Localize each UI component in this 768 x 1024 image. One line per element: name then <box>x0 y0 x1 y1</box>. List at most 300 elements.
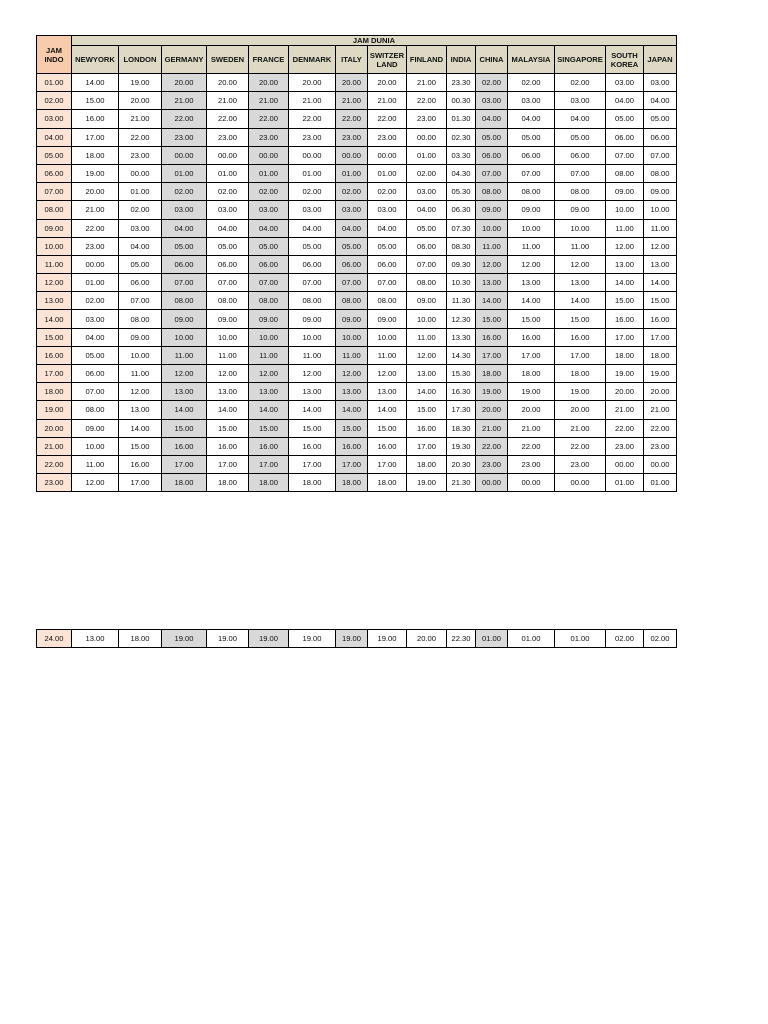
time-cell-switzer-land: 14.00 <box>368 401 407 419</box>
time-cell-newyork: 07.00 <box>72 383 119 401</box>
time-cell-china: 16.00 <box>476 328 508 346</box>
time-cell-sweden: 20.00 <box>207 74 249 92</box>
time-cell-japan: 01.00 <box>644 474 677 492</box>
time-cell-london: 11.00 <box>119 365 162 383</box>
time-cell-singapore: 14.00 <box>555 292 606 310</box>
column-header-germany: GERMANY <box>162 46 207 74</box>
time-cell-japan: 03.00 <box>644 74 677 92</box>
time-cell-india: 07.30 <box>447 219 476 237</box>
time-cell-france: 16.00 <box>249 437 289 455</box>
time-cell-denmark: 18.00 <box>289 474 336 492</box>
time-cell-london: 19.00 <box>119 74 162 92</box>
time-cell-switzer-land: 13.00 <box>368 383 407 401</box>
column-header-singapore: SINGAPORE <box>555 46 606 74</box>
jam-indo-cell: 22.00 <box>37 455 72 473</box>
time-cell-china: 13.00 <box>476 274 508 292</box>
time-cell-india: 15.30 <box>447 365 476 383</box>
time-cell-china: 09.00 <box>476 201 508 219</box>
time-cell-france: 06.00 <box>249 255 289 273</box>
jam-indo-cell: 05.00 <box>37 146 72 164</box>
time-cell-denmark: 17.00 <box>289 455 336 473</box>
time-row <box>37 128 677 146</box>
jam-indo-cell: 21.00 <box>37 437 72 455</box>
column-header-south-korea: SOUTH KOREA <box>606 46 644 74</box>
time-row <box>37 274 677 292</box>
time-cell-china: 14.00 <box>476 292 508 310</box>
jam-indo-cell: 20.00 <box>37 419 72 437</box>
time-cell-china: 19.00 <box>476 383 508 401</box>
time-cell-france: 14.00 <box>249 401 289 419</box>
jam-indo-cell: 12.00 <box>37 274 72 292</box>
time-cell-france: 15.00 <box>249 419 289 437</box>
jam-indo-cell: 16.00 <box>37 346 72 364</box>
time-cell-south-korea: 02.00 <box>606 630 644 648</box>
time-cell-south-korea: 13.00 <box>606 255 644 273</box>
time-cell-india: 19.30 <box>447 437 476 455</box>
time-cell-italy: 01.00 <box>336 164 368 182</box>
time-row <box>37 74 677 92</box>
time-cell-denmark: 11.00 <box>289 346 336 364</box>
time-cell-china: 20.00 <box>476 401 508 419</box>
jam-indo-cell: 07.00 <box>37 183 72 201</box>
time-cell-india: 21.30 <box>447 474 476 492</box>
world-time-table <box>36 35 677 492</box>
time-cell-italy: 13.00 <box>336 383 368 401</box>
time-cell-singapore: 21.00 <box>555 419 606 437</box>
time-cell-newyork: 06.00 <box>72 365 119 383</box>
time-cell-sweden: 12.00 <box>207 365 249 383</box>
time-cell-japan: 11.00 <box>644 219 677 237</box>
time-cell-switzer-land: 06.00 <box>368 255 407 273</box>
time-cell-malaysia: 22.00 <box>508 437 555 455</box>
time-cell-london: 23.00 <box>119 146 162 164</box>
time-row <box>37 255 677 273</box>
time-cell-finland: 22.00 <box>407 92 447 110</box>
time-cell-finland: 23.00 <box>407 110 447 128</box>
time-cell-denmark: 19.00 <box>289 630 336 648</box>
time-cell-south-korea: 18.00 <box>606 346 644 364</box>
time-cell-china: 18.00 <box>476 365 508 383</box>
time-cell-newyork: 13.00 <box>72 630 119 648</box>
time-cell-denmark: 10.00 <box>289 328 336 346</box>
jam-dunia-banner: JAM DUNIA <box>72 36 677 46</box>
time-cell-india: 23.30 <box>447 74 476 92</box>
time-cell-singapore: 19.00 <box>555 383 606 401</box>
jam-indo-cell: 02.00 <box>37 92 72 110</box>
time-cell-india: 04.30 <box>447 164 476 182</box>
time-cell-germany: 10.00 <box>162 328 207 346</box>
column-header-newyork: NEWYORK <box>72 46 119 74</box>
time-cell-finland: 18.00 <box>407 455 447 473</box>
time-row <box>37 183 677 201</box>
time-cell-london: 07.00 <box>119 292 162 310</box>
time-cell-south-korea: 10.00 <box>606 201 644 219</box>
time-cell-switzer-land: 01.00 <box>368 164 407 182</box>
time-row-24 <box>37 630 677 648</box>
time-row <box>37 401 677 419</box>
jam-indo-cell: 04.00 <box>37 128 72 146</box>
time-cell-newyork: 22.00 <box>72 219 119 237</box>
time-cell-sweden: 09.00 <box>207 310 249 328</box>
column-header-italy: ITALY <box>336 46 368 74</box>
time-cell-newyork: 04.00 <box>72 328 119 346</box>
time-cell-newyork: 01.00 <box>72 274 119 292</box>
time-cell-india: 06.30 <box>447 201 476 219</box>
time-row <box>37 437 677 455</box>
time-cell-france: 02.00 <box>249 183 289 201</box>
time-cell-singapore: 02.00 <box>555 74 606 92</box>
time-cell-singapore: 00.00 <box>555 474 606 492</box>
time-cell-denmark: 01.00 <box>289 164 336 182</box>
time-row <box>37 92 677 110</box>
time-cell-south-korea: 01.00 <box>606 474 644 492</box>
time-cell-singapore: 17.00 <box>555 346 606 364</box>
time-cell-newyork: 14.00 <box>72 74 119 92</box>
time-cell-singapore: 04.00 <box>555 110 606 128</box>
time-cell-india: 17.30 <box>447 401 476 419</box>
time-cell-singapore: 10.00 <box>555 219 606 237</box>
time-cell-singapore: 05.00 <box>555 128 606 146</box>
time-cell-france: 01.00 <box>249 164 289 182</box>
column-header-malaysia: MALAYSIA <box>508 46 555 74</box>
time-cell-italy: 14.00 <box>336 401 368 419</box>
time-cell-malaysia: 09.00 <box>508 201 555 219</box>
time-cell-japan: 07.00 <box>644 146 677 164</box>
time-cell-denmark: 02.00 <box>289 183 336 201</box>
jam-indo-cell: 06.00 <box>37 164 72 182</box>
time-cell-germany: 07.00 <box>162 274 207 292</box>
time-cell-japan: 22.00 <box>644 419 677 437</box>
time-cell-south-korea: 15.00 <box>606 292 644 310</box>
time-cell-switzer-land: 21.00 <box>368 92 407 110</box>
time-cell-denmark: 12.00 <box>289 365 336 383</box>
time-cell-malaysia: 00.00 <box>508 474 555 492</box>
time-cell-sweden: 07.00 <box>207 274 249 292</box>
time-cell-singapore: 15.00 <box>555 310 606 328</box>
time-cell-newyork: 18.00 <box>72 146 119 164</box>
time-cell-sweden: 05.00 <box>207 237 249 255</box>
time-cell-switzer-land: 04.00 <box>368 219 407 237</box>
time-cell-london: 04.00 <box>119 237 162 255</box>
column-header-finland: FINLAND <box>407 46 447 74</box>
time-cell-india: 03.30 <box>447 146 476 164</box>
jam-indo-cell: 08.00 <box>37 201 72 219</box>
time-cell-germany: 14.00 <box>162 401 207 419</box>
time-cell-china: 15.00 <box>476 310 508 328</box>
time-cell-newyork: 21.00 <box>72 201 119 219</box>
time-cell-sweden: 14.00 <box>207 401 249 419</box>
time-cell-switzer-land: 02.00 <box>368 183 407 201</box>
time-cell-finland: 02.00 <box>407 164 447 182</box>
time-cell-finland: 11.00 <box>407 328 447 346</box>
time-row <box>37 110 677 128</box>
time-cell-singapore: 09.00 <box>555 201 606 219</box>
time-cell-south-korea: 07.00 <box>606 146 644 164</box>
time-cell-singapore: 12.00 <box>555 255 606 273</box>
time-cell-finland: 05.00 <box>407 219 447 237</box>
time-cell-sweden: 21.00 <box>207 92 249 110</box>
time-cell-london: 03.00 <box>119 219 162 237</box>
time-cell-sweden: 22.00 <box>207 110 249 128</box>
time-cell-newyork: 00.00 <box>72 255 119 273</box>
time-cell-france: 23.00 <box>249 128 289 146</box>
time-cell-france: 05.00 <box>249 237 289 255</box>
time-cell-italy: 22.00 <box>336 110 368 128</box>
time-cell-japan: 16.00 <box>644 310 677 328</box>
jam-indo-cell: 17.00 <box>37 365 72 383</box>
time-cell-finland: 17.00 <box>407 437 447 455</box>
time-cell-finland: 12.00 <box>407 346 447 364</box>
time-cell-sweden: 13.00 <box>207 383 249 401</box>
time-cell-singapore: 03.00 <box>555 92 606 110</box>
time-cell-india: 08.30 <box>447 237 476 255</box>
time-cell-france: 20.00 <box>249 74 289 92</box>
time-cell-south-korea: 14.00 <box>606 274 644 292</box>
time-cell-london: 02.00 <box>119 201 162 219</box>
time-cell-newyork: 17.00 <box>72 128 119 146</box>
time-cell-india: 22.30 <box>447 630 476 648</box>
time-cell-malaysia: 17.00 <box>508 346 555 364</box>
time-cell-india: 05.30 <box>447 183 476 201</box>
time-cell-india: 18.30 <box>447 419 476 437</box>
time-cell-london: 10.00 <box>119 346 162 364</box>
time-cell-japan: 00.00 <box>644 455 677 473</box>
time-cell-germany: 20.00 <box>162 74 207 92</box>
time-cell-sweden: 01.00 <box>207 164 249 182</box>
time-cell-switzer-land: 18.00 <box>368 474 407 492</box>
time-cell-japan: 19.00 <box>644 365 677 383</box>
time-cell-italy: 04.00 <box>336 219 368 237</box>
time-cell-japan: 14.00 <box>644 274 677 292</box>
time-cell-italy: 07.00 <box>336 274 368 292</box>
time-cell-malaysia: 16.00 <box>508 328 555 346</box>
time-cell-singapore: 01.00 <box>555 630 606 648</box>
time-cell-singapore: 23.00 <box>555 455 606 473</box>
time-cell-malaysia: 12.00 <box>508 255 555 273</box>
time-cell-south-korea: 20.00 <box>606 383 644 401</box>
time-cell-italy: 02.00 <box>336 183 368 201</box>
time-cell-south-korea: 11.00 <box>606 219 644 237</box>
time-cell-japan: 12.00 <box>644 237 677 255</box>
time-cell-denmark: 16.00 <box>289 437 336 455</box>
time-cell-switzer-land: 23.00 <box>368 128 407 146</box>
time-cell-france: 18.00 <box>249 474 289 492</box>
time-cell-malaysia: 14.00 <box>508 292 555 310</box>
time-cell-malaysia: 10.00 <box>508 219 555 237</box>
column-header-jam-indo: JAM INDO <box>37 36 72 74</box>
time-cell-france: 13.00 <box>249 383 289 401</box>
time-cell-italy: 00.00 <box>336 146 368 164</box>
time-cell-newyork: 23.00 <box>72 237 119 255</box>
time-cell-south-korea: 03.00 <box>606 74 644 92</box>
time-cell-newyork: 15.00 <box>72 92 119 110</box>
time-cell-london: 13.00 <box>119 401 162 419</box>
time-cell-denmark: 00.00 <box>289 146 336 164</box>
time-cell-newyork: 02.00 <box>72 292 119 310</box>
time-cell-london: 12.00 <box>119 383 162 401</box>
time-cell-south-korea: 04.00 <box>606 92 644 110</box>
time-cell-london: 17.00 <box>119 474 162 492</box>
time-cell-switzer-land: 17.00 <box>368 455 407 473</box>
time-cell-denmark: 03.00 <box>289 201 336 219</box>
time-cell-south-korea: 00.00 <box>606 455 644 473</box>
time-cell-malaysia: 21.00 <box>508 419 555 437</box>
time-cell-india: 11.30 <box>447 292 476 310</box>
time-cell-singapore: 20.00 <box>555 401 606 419</box>
time-cell-denmark: 21.00 <box>289 92 336 110</box>
time-row <box>37 383 677 401</box>
jam-indo-cell: 19.00 <box>37 401 72 419</box>
time-cell-switzer-land: 07.00 <box>368 274 407 292</box>
time-cell-finland: 10.00 <box>407 310 447 328</box>
time-cell-newyork: 20.00 <box>72 183 119 201</box>
time-cell-switzer-land: 09.00 <box>368 310 407 328</box>
time-cell-france: 19.00 <box>249 630 289 648</box>
time-cell-malaysia: 06.00 <box>508 146 555 164</box>
time-cell-china: 12.00 <box>476 255 508 273</box>
time-cell-singapore: 18.00 <box>555 365 606 383</box>
time-cell-south-korea: 22.00 <box>606 419 644 437</box>
time-cell-switzer-land: 20.00 <box>368 74 407 92</box>
time-cell-malaysia: 15.00 <box>508 310 555 328</box>
time-row <box>37 310 677 328</box>
time-cell-china: 21.00 <box>476 419 508 437</box>
time-cell-france: 11.00 <box>249 346 289 364</box>
time-cell-germany: 23.00 <box>162 128 207 146</box>
time-cell-france: 07.00 <box>249 274 289 292</box>
time-cell-south-korea: 23.00 <box>606 437 644 455</box>
time-cell-italy: 06.00 <box>336 255 368 273</box>
time-cell-london: 18.00 <box>119 630 162 648</box>
jam-indo-cell: 03.00 <box>37 110 72 128</box>
time-cell-denmark: 07.00 <box>289 274 336 292</box>
time-cell-newyork: 16.00 <box>72 110 119 128</box>
time-cell-south-korea: 19.00 <box>606 365 644 383</box>
time-cell-japan: 09.00 <box>644 183 677 201</box>
time-cell-finland: 06.00 <box>407 237 447 255</box>
time-cell-malaysia: 01.00 <box>508 630 555 648</box>
time-cell-london: 16.00 <box>119 455 162 473</box>
time-cell-south-korea: 17.00 <box>606 328 644 346</box>
time-row <box>37 164 677 182</box>
time-cell-china: 17.00 <box>476 346 508 364</box>
time-cell-sweden: 06.00 <box>207 255 249 273</box>
time-cell-italy: 10.00 <box>336 328 368 346</box>
column-header-denmark: DENMARK <box>289 46 336 74</box>
time-cell-italy: 12.00 <box>336 365 368 383</box>
time-cell-switzer-land: 12.00 <box>368 365 407 383</box>
time-cell-south-korea: 21.00 <box>606 401 644 419</box>
time-cell-france: 10.00 <box>249 328 289 346</box>
time-cell-sweden: 17.00 <box>207 455 249 473</box>
time-cell-finland: 09.00 <box>407 292 447 310</box>
time-cell-london: 05.00 <box>119 255 162 273</box>
time-cell-denmark: 04.00 <box>289 219 336 237</box>
time-cell-italy: 15.00 <box>336 419 368 437</box>
time-cell-sweden: 00.00 <box>207 146 249 164</box>
time-cell-finland: 16.00 <box>407 419 447 437</box>
time-cell-japan: 21.00 <box>644 401 677 419</box>
time-cell-finland: 19.00 <box>407 474 447 492</box>
time-cell-malaysia: 05.00 <box>508 128 555 146</box>
time-cell-south-korea: 16.00 <box>606 310 644 328</box>
time-cell-finland: 20.00 <box>407 630 447 648</box>
time-cell-italy: 19.00 <box>336 630 368 648</box>
time-cell-south-korea: 12.00 <box>606 237 644 255</box>
time-cell-finland: 08.00 <box>407 274 447 292</box>
time-cell-france: 03.00 <box>249 201 289 219</box>
time-cell-china: 03.00 <box>476 92 508 110</box>
time-cell-finland: 01.00 <box>407 146 447 164</box>
time-cell-germany: 15.00 <box>162 419 207 437</box>
time-row <box>37 346 677 364</box>
time-cell-london: 21.00 <box>119 110 162 128</box>
column-header-switzer-land: SWITZER LAND <box>368 46 407 74</box>
time-cell-italy: 09.00 <box>336 310 368 328</box>
time-cell-sweden: 02.00 <box>207 183 249 201</box>
time-cell-germany: 17.00 <box>162 455 207 473</box>
jam-indo-cell: 11.00 <box>37 255 72 273</box>
time-cell-london: 22.00 <box>119 128 162 146</box>
time-cell-denmark: 22.00 <box>289 110 336 128</box>
time-cell-singapore: 08.00 <box>555 183 606 201</box>
time-cell-france: 17.00 <box>249 455 289 473</box>
time-cell-japan: 02.00 <box>644 630 677 648</box>
time-cell-sweden: 23.00 <box>207 128 249 146</box>
time-cell-china: 07.00 <box>476 164 508 182</box>
time-cell-london: 14.00 <box>119 419 162 437</box>
time-cell-london: 15.00 <box>119 437 162 455</box>
time-cell-newyork: 08.00 <box>72 401 119 419</box>
column-header-row <box>37 46 677 74</box>
time-cell-japan: 05.00 <box>644 110 677 128</box>
time-cell-germany: 02.00 <box>162 183 207 201</box>
time-cell-malaysia: 08.00 <box>508 183 555 201</box>
time-cell-south-korea: 09.00 <box>606 183 644 201</box>
time-cell-sweden: 18.00 <box>207 474 249 492</box>
time-cell-switzer-land: 08.00 <box>368 292 407 310</box>
time-cell-india: 13.30 <box>447 328 476 346</box>
time-cell-singapore: 13.00 <box>555 274 606 292</box>
time-cell-china: 00.00 <box>476 474 508 492</box>
time-cell-newyork: 19.00 <box>72 164 119 182</box>
time-cell-malaysia: 18.00 <box>508 365 555 383</box>
time-cell-south-korea: 06.00 <box>606 128 644 146</box>
jam-indo-cell: 01.00 <box>37 74 72 92</box>
time-cell-china: 02.00 <box>476 74 508 92</box>
time-cell-switzer-land: 11.00 <box>368 346 407 364</box>
time-cell-malaysia: 19.00 <box>508 383 555 401</box>
time-cell-malaysia: 03.00 <box>508 92 555 110</box>
jam-indo-cell: 15.00 <box>37 328 72 346</box>
time-cell-switzer-land: 15.00 <box>368 419 407 437</box>
time-row <box>37 146 677 164</box>
extra-time-row-table <box>36 629 677 648</box>
jam-indo-cell: 14.00 <box>37 310 72 328</box>
time-cell-denmark: 20.00 <box>289 74 336 92</box>
time-cell-denmark: 08.00 <box>289 292 336 310</box>
time-row <box>37 419 677 437</box>
time-cell-switzer-land: 03.00 <box>368 201 407 219</box>
time-cell-japan: 23.00 <box>644 437 677 455</box>
time-cell-denmark: 09.00 <box>289 310 336 328</box>
time-cell-finland: 03.00 <box>407 183 447 201</box>
time-cell-india: 16.30 <box>447 383 476 401</box>
time-cell-singapore: 11.00 <box>555 237 606 255</box>
header-banner-row <box>37 36 677 46</box>
time-cell-japan: 18.00 <box>644 346 677 364</box>
time-cell-malaysia: 11.00 <box>508 237 555 255</box>
